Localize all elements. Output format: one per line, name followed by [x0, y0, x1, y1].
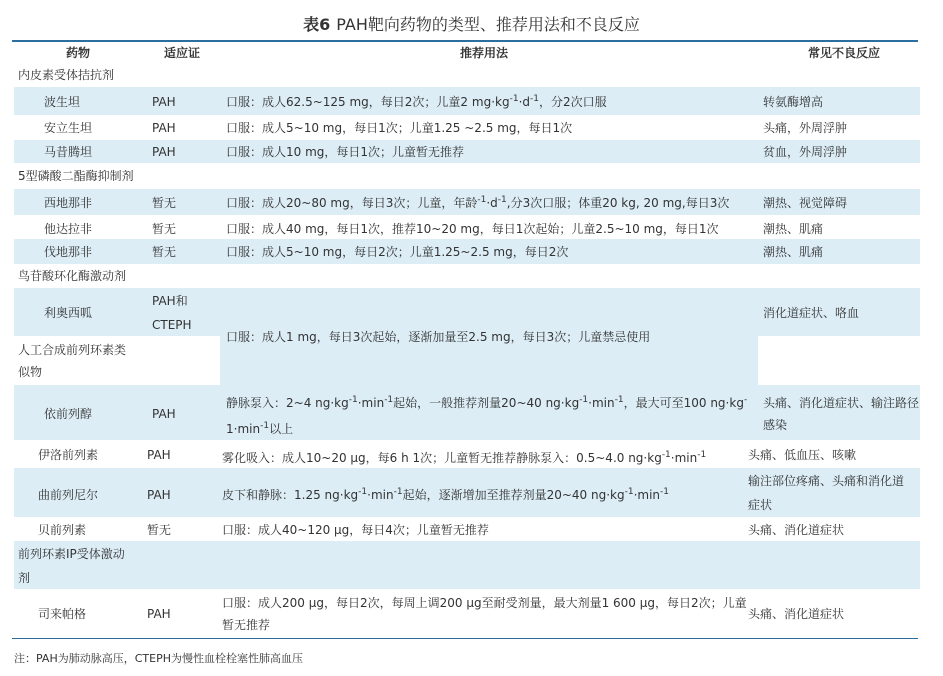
usage-text: 口服：成人20~80 mg，每日3次；儿童，年龄$^{-1}\cdot d^{-1}$,分3次口服；体重20 kg, 20 mg,每日3次 [226, 195, 730, 210]
usage-text: 口服：成人1 mg，每日3次起始，逐渐加量至2.5 mg，每日3次；儿童禁忌使用 [226, 330, 651, 344]
drug-name: 马昔腾坦 [44, 145, 93, 159]
table-caption: PAH靶向药物的类型、推荐用法和不良反应 [336, 15, 640, 34]
usage-text: 口服：成人5~10 mg，每日2次；儿童1.25~2.5 mg，每日2次 [226, 245, 569, 259]
usage-text: 口服：成人40~120 μg，每日4次；儿童暂无推荐 [222, 523, 489, 537]
drug-name: 司来帕格 [38, 607, 87, 621]
drug-name: 贝前列素 [38, 523, 87, 537]
adverse-reaction-continued: 症状 [748, 498, 773, 512]
adverse-reaction-continued: 感染 [763, 418, 788, 432]
indication: CTEPH [152, 318, 192, 332]
row-band [14, 541, 920, 589]
category-label: 人工合成前列环素类 [18, 343, 127, 357]
top-rule [12, 40, 918, 42]
header-adverse: 常见不良反应 [808, 46, 881, 60]
drug-name: 伐地那非 [44, 245, 93, 259]
drug-name: 安立生坦 [44, 121, 93, 135]
indication: PAH [152, 407, 176, 421]
table-number: 表6 [303, 15, 331, 34]
indication: PAH [147, 448, 171, 462]
adverse-reaction: 贫血，外周浮肿 [763, 145, 848, 159]
adverse-reaction: 输注部位疼痛、头痛和消化道 [748, 474, 905, 488]
usage-text: 静脉泵入：2~4 $ng\cdot kg^{-1}\cdot\min^{-1}$起始，一般推荐剂量20~40 $ng\cdot kg^{-1}\cdot\min^{-1}$，最大可至100 ng·kg- [226, 395, 748, 410]
usage-text-continued: 暂无推荐 [222, 618, 271, 632]
category-label: 内皮素受体拮抗剂 [18, 68, 115, 82]
adverse-reaction: 潮热、肌痛 [763, 222, 824, 236]
adverse-reaction: 潮热、肌痛 [763, 245, 824, 259]
indication: 暂无 [152, 222, 177, 236]
indication: PAH [152, 145, 176, 159]
category-label: 鸟苷酸环化酶激动剂 [18, 269, 127, 283]
drug-name: 依前列醇 [44, 407, 93, 421]
table-title [0, 12, 943, 35]
adverse-reaction: 头痛，外周浮肿 [763, 121, 848, 135]
bottom-rule [12, 638, 918, 639]
category-label: 似物 [18, 365, 43, 379]
usage-text-continued: $1\cdot\min^{-1}$以上 [226, 421, 294, 436]
header-indication: 适应证 [164, 46, 201, 60]
adverse-reaction: 头痛、低血压、咳嗽 [748, 448, 857, 462]
indication: PAH和 [152, 294, 188, 308]
usage-text: 口服：成人200 μg，每日2次，每周上调200 μg至耐受剂量，最大剂量1 600 μg，每日2次；儿童 [222, 596, 747, 610]
indication: PAH [147, 488, 171, 502]
adverse-reaction: 潮热、视觉障碍 [763, 196, 848, 210]
drug-name: 利奥西呱 [44, 306, 93, 320]
indication: PAH [152, 95, 176, 109]
drug-name: 曲前列尼尔 [38, 488, 99, 502]
header-drug: 药物 [66, 46, 91, 60]
indication: 暂无 [147, 523, 172, 537]
adverse-reaction: 消化道症状、咯血 [763, 306, 860, 320]
adverse-reaction: 转氨酶增高 [763, 95, 824, 109]
adverse-reaction: 头痛、消化道症状、输注路径 [763, 396, 920, 410]
drug-name: 他达拉非 [44, 222, 93, 236]
usage-text: 口服：成人5~10 mg，每日1次；儿童1.25 ~2.5 mg，每日1次 [226, 121, 573, 135]
usage-text: 雾化吸入：成人10~20 μg，每6 h 1次；儿童暂无推荐静脉泵入：0.5~4.0 $ng\cdot kg^{-1}\cdot\min^{-1}$ [222, 450, 707, 465]
indication: PAH [152, 121, 176, 135]
category-label: 前列环素IP受体激动 [18, 547, 125, 561]
footnote: 注：PAH为肺动脉高压，CTEPH为慢性血栓栓塞性肺高血压 [14, 652, 303, 665]
indication: PAH [147, 607, 171, 621]
indication: 暂无 [152, 196, 177, 210]
header-usage: 推荐用法 [460, 46, 509, 60]
usage-text: 口服：成人62.5~125 mg，每日2次；儿童2 $mg\cdot kg^{-1}\cdot d^{-1}$，分2次口服 [226, 94, 607, 109]
usage-text: 皮下和静脉：1.25 $ng\cdot kg^{-1}\cdot\min^{-1}$起始，逐渐增加至推荐剂量20~40 $ng\cdot kg^{-1}\cdot\min^{-1}$ [222, 487, 669, 502]
indication: 暂无 [152, 245, 177, 259]
drug-name: 波生坦 [44, 95, 81, 109]
usage-text: 口服：成人10 mg，每日1次；儿童暂无推荐 [226, 145, 465, 159]
drug-name: 西地那非 [44, 196, 93, 210]
adverse-reaction: 头痛、消化道症状 [748, 523, 845, 537]
category-label: 5型磷酸二酯酶抑制剂 [18, 169, 134, 183]
usage-text: 口服：成人40 mg，每日1次，推荐10~20 mg，每日1次起始；儿童2.5~10 mg，每日1次 [226, 222, 719, 236]
adverse-reaction: 头痛、消化道症状 [748, 607, 845, 621]
category-label: 剂 [18, 571, 31, 585]
drug-name: 伊洛前列素 [38, 448, 99, 462]
